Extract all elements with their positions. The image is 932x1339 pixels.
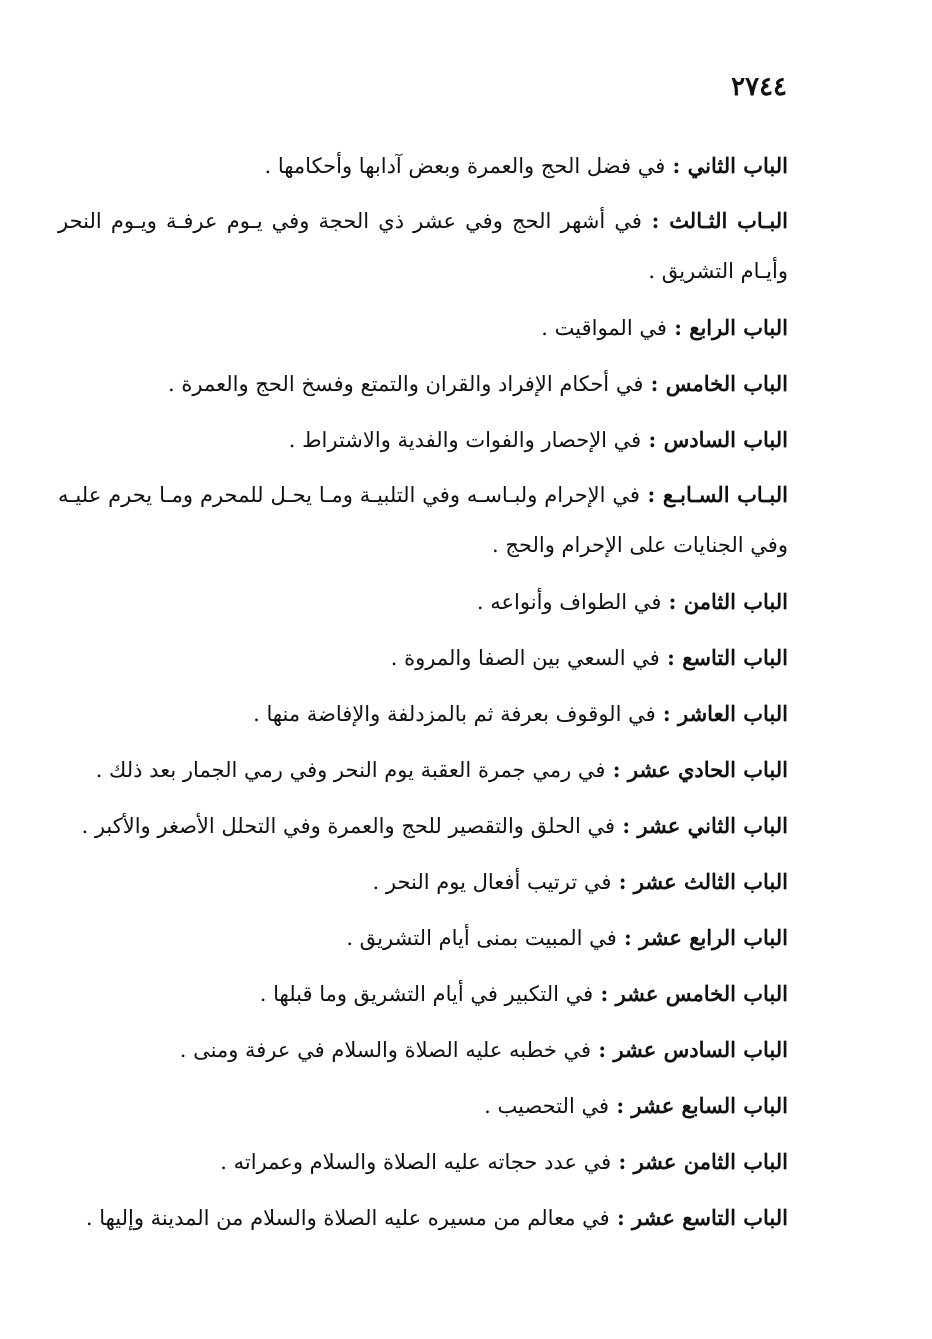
chapter-text: في خطبه عليه الصلاة والسلام في عرفة ومنى . xyxy=(179,1038,592,1062)
separator: : xyxy=(659,645,683,670)
separator: : xyxy=(661,589,684,614)
separator: : xyxy=(655,701,678,726)
chapter-label: الباب الحادي عشر xyxy=(627,757,788,782)
chapter-label: الباب الخامس عشر xyxy=(615,981,788,1006)
chapter-label: الباب الخامس xyxy=(665,371,788,396)
chapter-label: الباب العاشر xyxy=(678,701,788,726)
chapter-text: في المبيت بمنى أيام التشريق . xyxy=(346,926,617,950)
separator: : xyxy=(616,925,640,950)
chapter-entry xyxy=(58,140,788,192)
separator: : xyxy=(639,482,663,507)
separator: : xyxy=(665,153,688,178)
chapter-entry xyxy=(58,632,788,684)
chapter-label: الباب الثامن xyxy=(683,589,788,614)
chapter-text: في ترتيب أفعال يوم النحر . xyxy=(372,870,612,894)
chapter-entry xyxy=(58,1024,788,1076)
separator: : xyxy=(609,1093,632,1118)
separator: : xyxy=(611,869,634,894)
chapter-text: في عدد حجاته عليه الصلاة والسلام وعمراته . xyxy=(220,1150,612,1174)
chapter-label: الباب التاسع xyxy=(682,645,788,670)
separator: : xyxy=(611,1149,634,1174)
separator: : xyxy=(641,427,664,452)
chapter-entry xyxy=(58,358,788,410)
chapter-text: في التحصيب . xyxy=(484,1094,610,1118)
chapter-label: الباب الثاني عشر xyxy=(637,813,788,838)
separator: : xyxy=(666,315,690,340)
separator: : xyxy=(591,1037,614,1062)
chapter-entry xyxy=(58,1080,788,1132)
chapter-label: البـاب السـابـع xyxy=(662,482,788,507)
chapter-entry xyxy=(58,688,788,740)
chapter-entry xyxy=(58,576,788,628)
chapter-text: في الإحصار والفوات والفدية والاشتراط . xyxy=(288,428,642,452)
chapter-text: في فضل الحج والعمرة وبعض آدابها وأحكامها . xyxy=(264,154,666,178)
chapter-text: في معالم من مسيره عليه الصلاة والسلام من المدينة وإليها . xyxy=(85,1206,610,1230)
chapter-entry xyxy=(58,968,788,1020)
chapter-label: الباب الرابع xyxy=(689,315,788,340)
separator: : xyxy=(593,981,616,1006)
separator: : xyxy=(609,1205,633,1230)
chapter-text: في رمي جمرة العقبة يوم النحر وفي رمي الجمار بعد ذلك . xyxy=(95,758,606,782)
chapter-label: الباب السادس xyxy=(663,427,788,452)
page-number: ٢٧٤٤ xyxy=(731,72,787,102)
chapter-entry xyxy=(58,196,788,296)
chapter-text: في الإحرام ولبـاسـه وفي التلبيـة ومـا يحـل للمحرم ومـا يحرم عليـه وفي الجنايات على الإحرام والحج . xyxy=(58,483,788,557)
chapter-label: الباب الرابع عشر xyxy=(639,925,788,950)
chapter-text: في المواقيت . xyxy=(541,316,667,340)
chapter-entry xyxy=(58,856,788,908)
chapter-entry xyxy=(58,470,788,570)
chapter-label: الباب السابع عشر xyxy=(631,1093,788,1118)
chapter-label: الباب الثاني xyxy=(687,153,788,178)
chapter-label: الباب التاسع عشر xyxy=(632,1205,788,1230)
separator: : xyxy=(615,813,638,838)
separator: : xyxy=(605,757,628,782)
chapter-text: في السعي بين الصفا والمروة . xyxy=(390,646,660,670)
chapter-entry xyxy=(58,744,788,796)
chapter-label: الباب السادس عشر xyxy=(613,1037,788,1062)
chapter-entry xyxy=(58,800,788,852)
chapter-entry xyxy=(58,302,788,354)
chapter-label: البـاب الثـالث xyxy=(669,208,788,233)
separator: : xyxy=(643,371,666,396)
chapter-text: في الحلق والتقصير للحج والعمرة وفي التحلل الأصغر والأكبر . xyxy=(81,814,616,838)
separator: : xyxy=(641,208,670,233)
chapter-text: في التكبير في أيام التشريق وما قبلها . xyxy=(259,982,594,1006)
chapter-label: الباب الثامن عشر xyxy=(633,1149,788,1174)
chapter-entry xyxy=(58,414,788,466)
chapter-entry xyxy=(58,1136,788,1188)
chapter-entry xyxy=(58,1192,788,1244)
chapter-entry xyxy=(58,912,788,964)
chapter-list xyxy=(58,140,788,1248)
chapter-text: في الوقوف بعرفة ثم بالمزدلفة والإفاضة منها . xyxy=(253,702,656,726)
chapter-label: الباب الثالث عشر xyxy=(633,869,788,894)
chapter-text: في أشهر الحج وفي عشر ذي الحجة وفي يـوم عرفـة ويـوم النحر وأيـام التشريق . xyxy=(58,209,788,283)
chapter-text: في الطواف وأنواعه . xyxy=(476,590,662,614)
chapter-text: في أحكام الإفراد والقران والتمتع وفسخ الحج والعمرة . xyxy=(168,372,644,396)
